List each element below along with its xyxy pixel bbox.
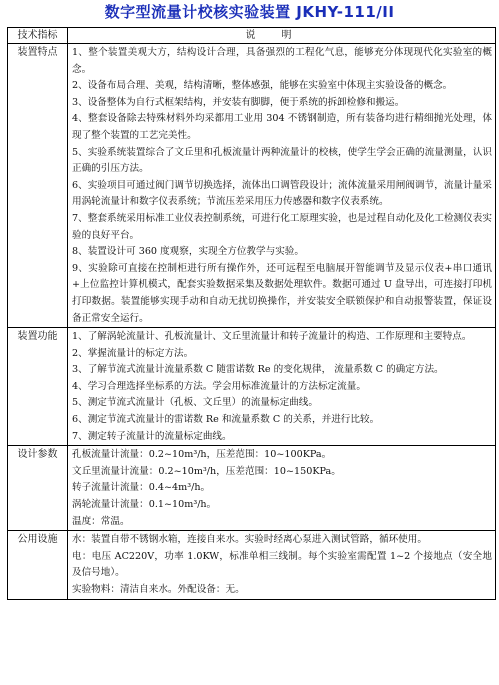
function-item: 2、掌握流量计的标定方法。 xyxy=(72,347,194,359)
design-item: 涡轮流量计流量：0.1~10m³/h。 xyxy=(72,499,217,511)
features-label: 装置特点 xyxy=(8,44,68,328)
utilities-content xyxy=(68,531,496,599)
feature-item: 4、整套设备除去特殊材料外均采都用工业用 304 不锈钢制造，所有装备均进行精细抛光处理，体现了整个装置的工艺完美性。 xyxy=(72,113,492,141)
function-item: 1、了解涡轮流量计、孔板流量计、文丘里流量计和转子流量计的构造、工作原理和主要特点。 xyxy=(72,331,472,343)
feature-item: 5、实验系统装置综合了文丘里和孔板流量计两种流量计的校核，使学生学会正确的流量测量，认识正确的引压方法。 xyxy=(72,146,492,175)
utility-item: 电：电压 AC220V，功率 1.0KW，标准单相三线制。每个实验室需配置 1~2 个接地点（安全地及信号地）。 xyxy=(72,550,492,579)
feature-item: 9、实验除可直接在控制柜进行所有操作外，还可远程至电脑展开智能调节及显示仪表+串口通讯+上位监控计算机模式，配套实验数据采集及数据处理软件。数据可通过 U 盘导出，可连接打印机打印数据。装置能够实现手动和自动无扰切换操作，并安装安全联锁保护和自动报警装置，保证设备正常安全运行。 xyxy=(72,262,492,324)
function-item: 3、了解节流式流量计流量系数 C 随雷诺数 Re 的变化规律， 流量系数 C 的确定方法。 xyxy=(72,364,444,376)
features-row xyxy=(8,44,496,328)
design-content xyxy=(68,446,496,531)
functions-label: 装置功能 xyxy=(8,328,68,446)
utilities-row xyxy=(8,531,496,599)
feature-item: 8、装置设计可 360 度观察，实现全方位教学与实验。 xyxy=(72,246,304,258)
design-item: 文丘里流量计流量：0.2~10m³/h，压差范围：10~150KPa。 xyxy=(72,465,341,477)
header-right: 说明 xyxy=(68,28,496,44)
function-item: 4、学习合理选择坐标系的方法。学会用标准流量计的方法标定流量。 xyxy=(72,380,366,392)
design-item: 温度：常温。 xyxy=(72,515,130,527)
features-content xyxy=(68,44,496,328)
feature-item: 2、设备布局合理、美观，结构清晰，整体感强，能够在实验室中体现主实验设备的概念。 xyxy=(72,80,453,92)
utilities-label: 公用设施 xyxy=(8,531,68,599)
feature-item: 7、整套系统采用标准工业仪表控制系统，可进行化工原理实验，也是过程自动化及化工检测仪表实验的良好平台。 xyxy=(72,212,492,241)
header-left: 技术指标 xyxy=(8,28,68,44)
feature-item: 6、实验项目可通过阀门调节切换选择，流体出口调管段设计；流体流量采用闸阀调节，流量计量采用涡轮流量计和数字仪表系统；节流压差采用压力传感器和数字仪表系统。 xyxy=(72,179,492,208)
utility-item: 实验物料：清洁自来水。外配设备：无。 xyxy=(72,584,245,595)
page-title: 数字型流量计校核实验装置 JKHY-111/II xyxy=(104,3,395,21)
utility-item: 水：装置自带不锈钢水箱，连接自来水。实验时经离心泵进入测试管路，循环使用。 xyxy=(72,534,427,546)
design-label: 设计参数 xyxy=(8,446,68,531)
design-item: 孔板流量计流量：0.2~10m³/h，压差范围：10~100KPa。 xyxy=(72,449,332,461)
feature-item: 3、设备整体为自行式框架结构，并安装有脚脚，便于系统的拆卸检修和搬运。 xyxy=(72,96,405,108)
function-item: 5、测定节流式流量计（孔板、文丘里）的流量标定曲线。 xyxy=(72,397,318,409)
spec-table xyxy=(7,27,496,600)
functions-content xyxy=(68,328,496,446)
feature-item: 1、整个装置美观大方，结构设计合理，具备强烈的工程化气息，能够充分体现现代化实验室的概念。 xyxy=(72,47,492,75)
function-item: 6、测定节流式流量计的雷诺数 Re 和流量系数 C 的关系，并进行比较。 xyxy=(72,414,380,426)
function-item: 7、测定转子流量计的流量标定曲线。 xyxy=(72,430,232,442)
design-row xyxy=(8,446,496,531)
table-header-row xyxy=(8,28,496,44)
functions-row xyxy=(8,328,496,446)
design-item: 转子流量计流量：0.4~4m³/h。 xyxy=(72,482,211,494)
